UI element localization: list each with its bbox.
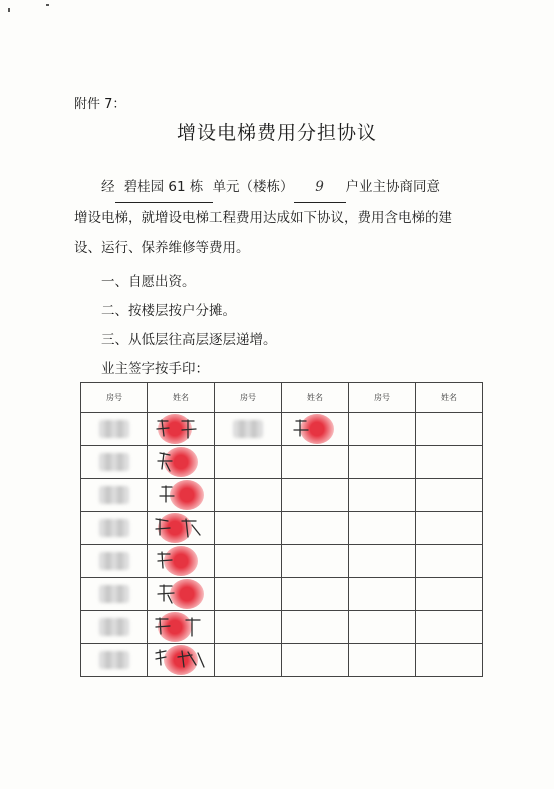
handwritten-signature (152, 449, 208, 475)
header-name: 姓名 (416, 383, 483, 413)
signature-cell (148, 413, 215, 446)
empty-cell (215, 545, 282, 578)
handwritten-signature (152, 515, 208, 541)
empty-cell (349, 644, 416, 677)
signature-prompt: 业主签字按手印： (101, 361, 209, 377)
empty-cell (215, 512, 282, 545)
intro-line2: 增设电梯，就增设电梯工程费用达成如下协议，费用含电梯的建 (74, 210, 452, 226)
unit-text: 单元（楼栋） (212, 179, 294, 195)
empty-cell (282, 446, 349, 479)
table-row (81, 578, 483, 611)
empty-cell (416, 578, 483, 611)
intro-rest: 户业主协商同意 (345, 179, 440, 195)
table-row (81, 545, 483, 578)
room-number-cell (81, 512, 148, 545)
signature-table (80, 382, 483, 677)
header-name: 姓名 (148, 383, 215, 413)
empty-cell (349, 578, 416, 611)
table-row (81, 413, 483, 446)
room-number-cell (81, 644, 148, 677)
handwritten-signature (152, 548, 208, 574)
handwritten-signature (152, 614, 208, 640)
room-number-cell (215, 413, 282, 446)
room-number-cell (81, 578, 148, 611)
signature-cell (148, 479, 215, 512)
empty-cell (349, 479, 416, 512)
handwritten-signature (286, 416, 342, 442)
empty-cell (282, 512, 349, 545)
scan-speck (46, 4, 49, 6)
empty-cell (349, 413, 416, 446)
agreement-intro (74, 172, 494, 263)
room-number-cell (81, 479, 148, 512)
room-number-cell (81, 611, 148, 644)
empty-cell (282, 644, 349, 677)
redacted-room-number (99, 453, 129, 471)
empty-cell (416, 479, 483, 512)
redacted-room-number (99, 552, 129, 570)
redacted-room-number (99, 618, 129, 636)
clause-3: 三、从低层往高层逐层递增。 (101, 332, 277, 348)
redacted-room-number (99, 519, 129, 537)
table-row (81, 611, 483, 644)
table-row (81, 644, 483, 677)
empty-cell (349, 611, 416, 644)
handwritten-signature (152, 647, 208, 673)
empty-cell (282, 578, 349, 611)
signature-cell (148, 545, 215, 578)
handwritten-signature (152, 416, 208, 442)
handwritten-signature (152, 482, 208, 508)
empty-cell (215, 446, 282, 479)
table-header-row (81, 383, 483, 413)
floors-field: 9 (294, 172, 346, 203)
empty-cell (215, 644, 282, 677)
document-title: 增设电梯费用分担协议 (176, 122, 377, 144)
empty-cell (416, 644, 483, 677)
empty-cell (215, 611, 282, 644)
room-number-cell (81, 446, 148, 479)
redacted-room-number (99, 420, 129, 438)
location-field: 碧桂园 61 栋 (115, 172, 213, 203)
empty-cell (282, 479, 349, 512)
signature-rows (81, 413, 483, 677)
table-row (81, 446, 483, 479)
clause-2: 二、按楼层按户分摊。 (101, 303, 236, 319)
empty-cell (282, 545, 349, 578)
header-room: 房号 (349, 383, 416, 413)
attachment-label: 附件 7： (74, 97, 126, 112)
empty-cell (416, 446, 483, 479)
room-number-cell (81, 545, 148, 578)
empty-cell (282, 611, 349, 644)
signature-cell (148, 611, 215, 644)
room-number-cell (81, 413, 148, 446)
signature-cell (282, 413, 349, 446)
signature-cell (148, 512, 215, 545)
intro-line3: 设、运行、保养维修等费用。 (74, 240, 250, 256)
redacted-room-number (233, 420, 263, 438)
redacted-room-number (99, 486, 129, 504)
scan-speck (8, 8, 10, 12)
header-room: 房号 (81, 383, 148, 413)
handwritten-signature (152, 581, 208, 607)
empty-cell (349, 545, 416, 578)
redacted-room-number (99, 585, 129, 603)
empty-cell (349, 512, 416, 545)
empty-cell (416, 413, 483, 446)
table-row (81, 479, 483, 512)
intro-lead: 经 (101, 179, 115, 195)
table-row (81, 512, 483, 545)
header-room: 房号 (215, 383, 282, 413)
signature-cell (148, 644, 215, 677)
empty-cell (215, 578, 282, 611)
empty-cell (416, 545, 483, 578)
empty-cell (416, 611, 483, 644)
clause-1: 一、自愿出资。 (101, 274, 196, 290)
empty-cell (349, 446, 416, 479)
redacted-room-number (99, 651, 129, 669)
empty-cell (215, 479, 282, 512)
signature-cell (148, 578, 215, 611)
header-name: 姓名 (282, 383, 349, 413)
empty-cell (416, 512, 483, 545)
signature-cell (148, 446, 215, 479)
